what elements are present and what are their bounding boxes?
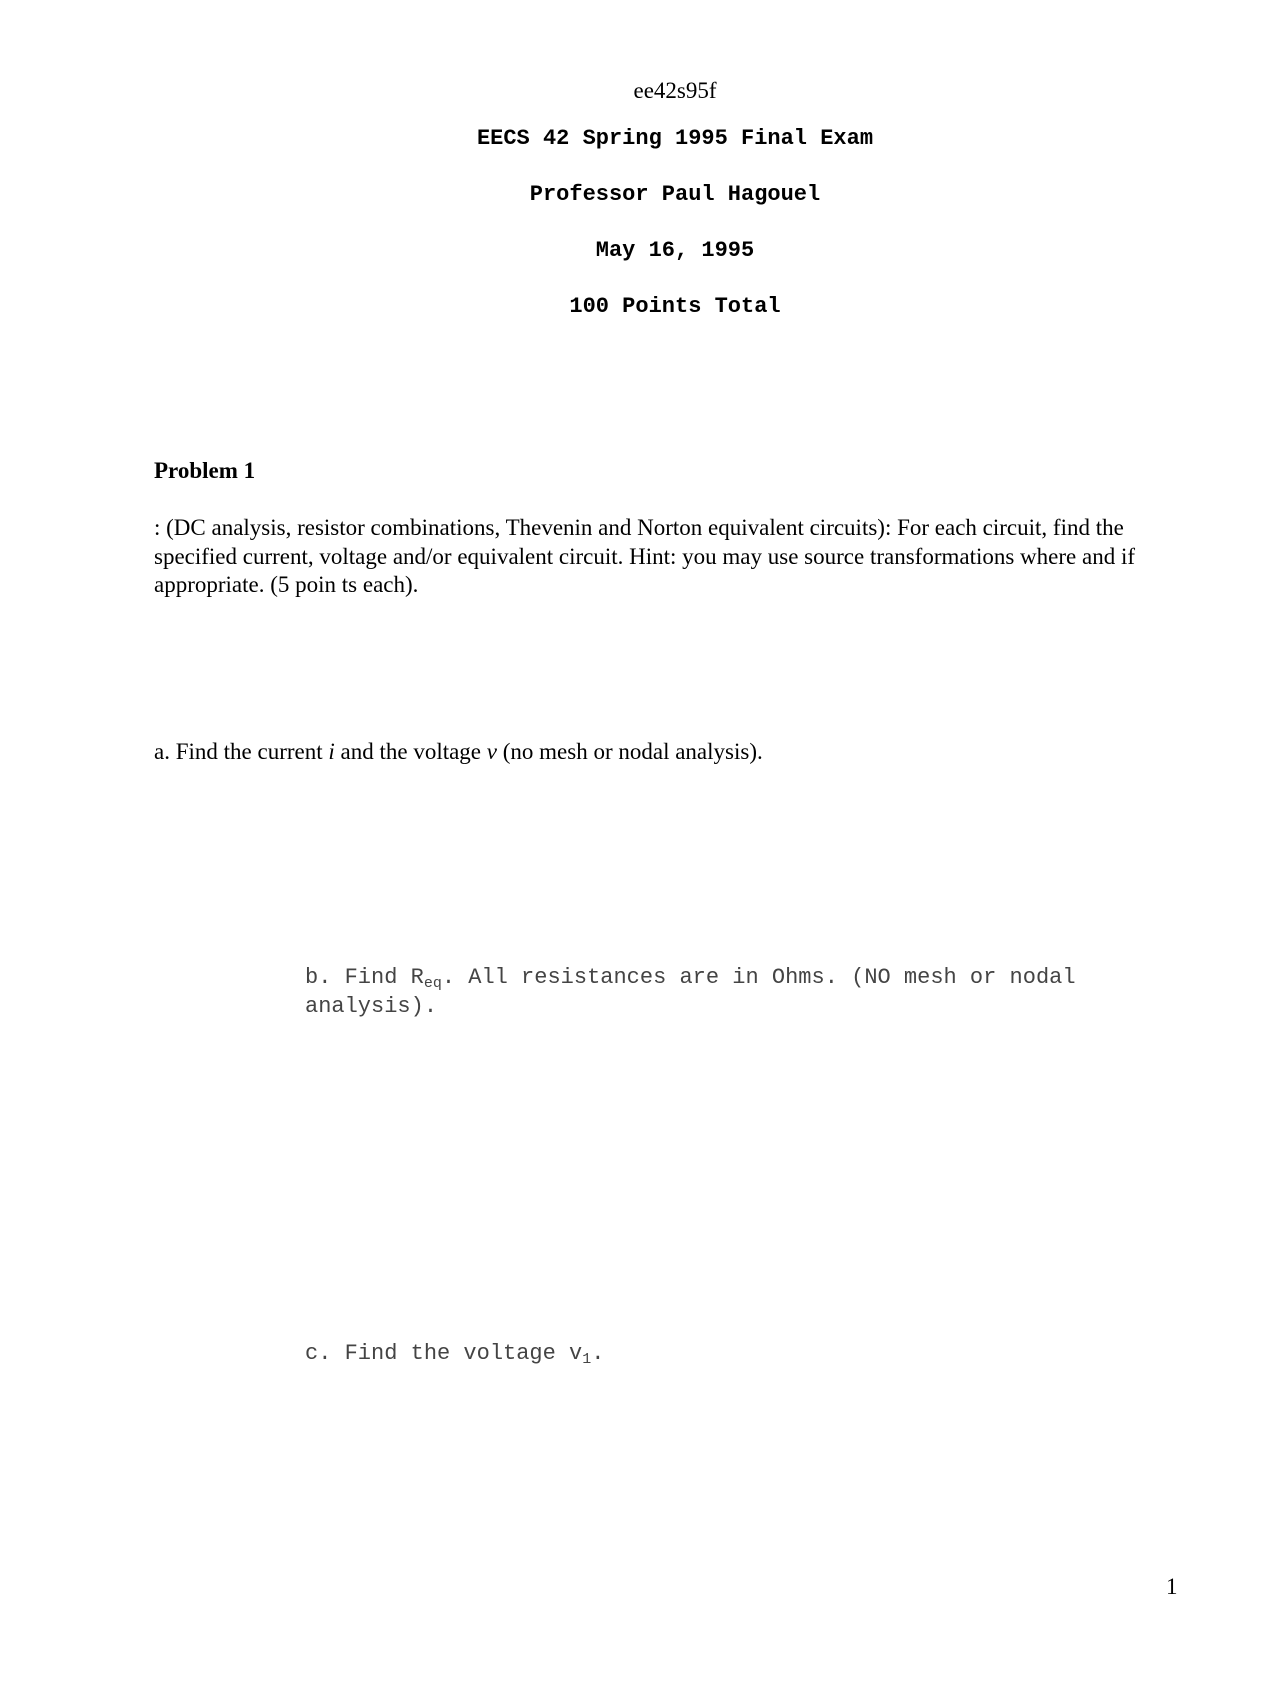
- part-a-middle: and the voltage: [334, 739, 487, 764]
- part-c-question: [305, 1341, 604, 1366]
- variable-v: v: [486, 739, 497, 764]
- part-c-suffix: .: [591, 1341, 605, 1366]
- part-a-prefix: a. Find the current: [154, 739, 329, 764]
- exam-date: May 16, 1995: [595, 238, 755, 263]
- exam-title: EECS 42 Spring 1995 Final Exam: [476, 126, 874, 151]
- page-number: 1: [1166, 1574, 1178, 1599]
- part-b-question: [305, 963, 1185, 1021]
- points-total: 100 Points Total: [569, 294, 781, 319]
- problem-description: : (DC analysis, resistor combinations, Thevenin and Norton equivalent circuits): For each circuit, find the specified current, voltage and/or equivalent circuit. Hint: you may use source transformations where and if appropriate. (5 poin ts each).: [154, 515, 1136, 597]
- req-subscript: eq: [423, 975, 442, 992]
- part-a-question: [154, 739, 763, 765]
- part-b-suffix: . All resistances are in Ohms. (NO mesh or nodal analysis).: [305, 965, 1076, 1019]
- part-a-suffix: (no mesh or nodal analysis).: [497, 739, 763, 764]
- problem-heading: Problem 1: [154, 458, 256, 483]
- document-id: ee42s95f: [633, 78, 717, 103]
- part-c-prefix: c. Find the voltage v: [305, 1341, 583, 1366]
- variable-i: i: [328, 739, 335, 764]
- v1-subscript: 1: [582, 1351, 592, 1368]
- professor-name: Professor Paul Hagouel: [529, 182, 821, 207]
- part-b-prefix: b. Find R: [305, 965, 424, 990]
